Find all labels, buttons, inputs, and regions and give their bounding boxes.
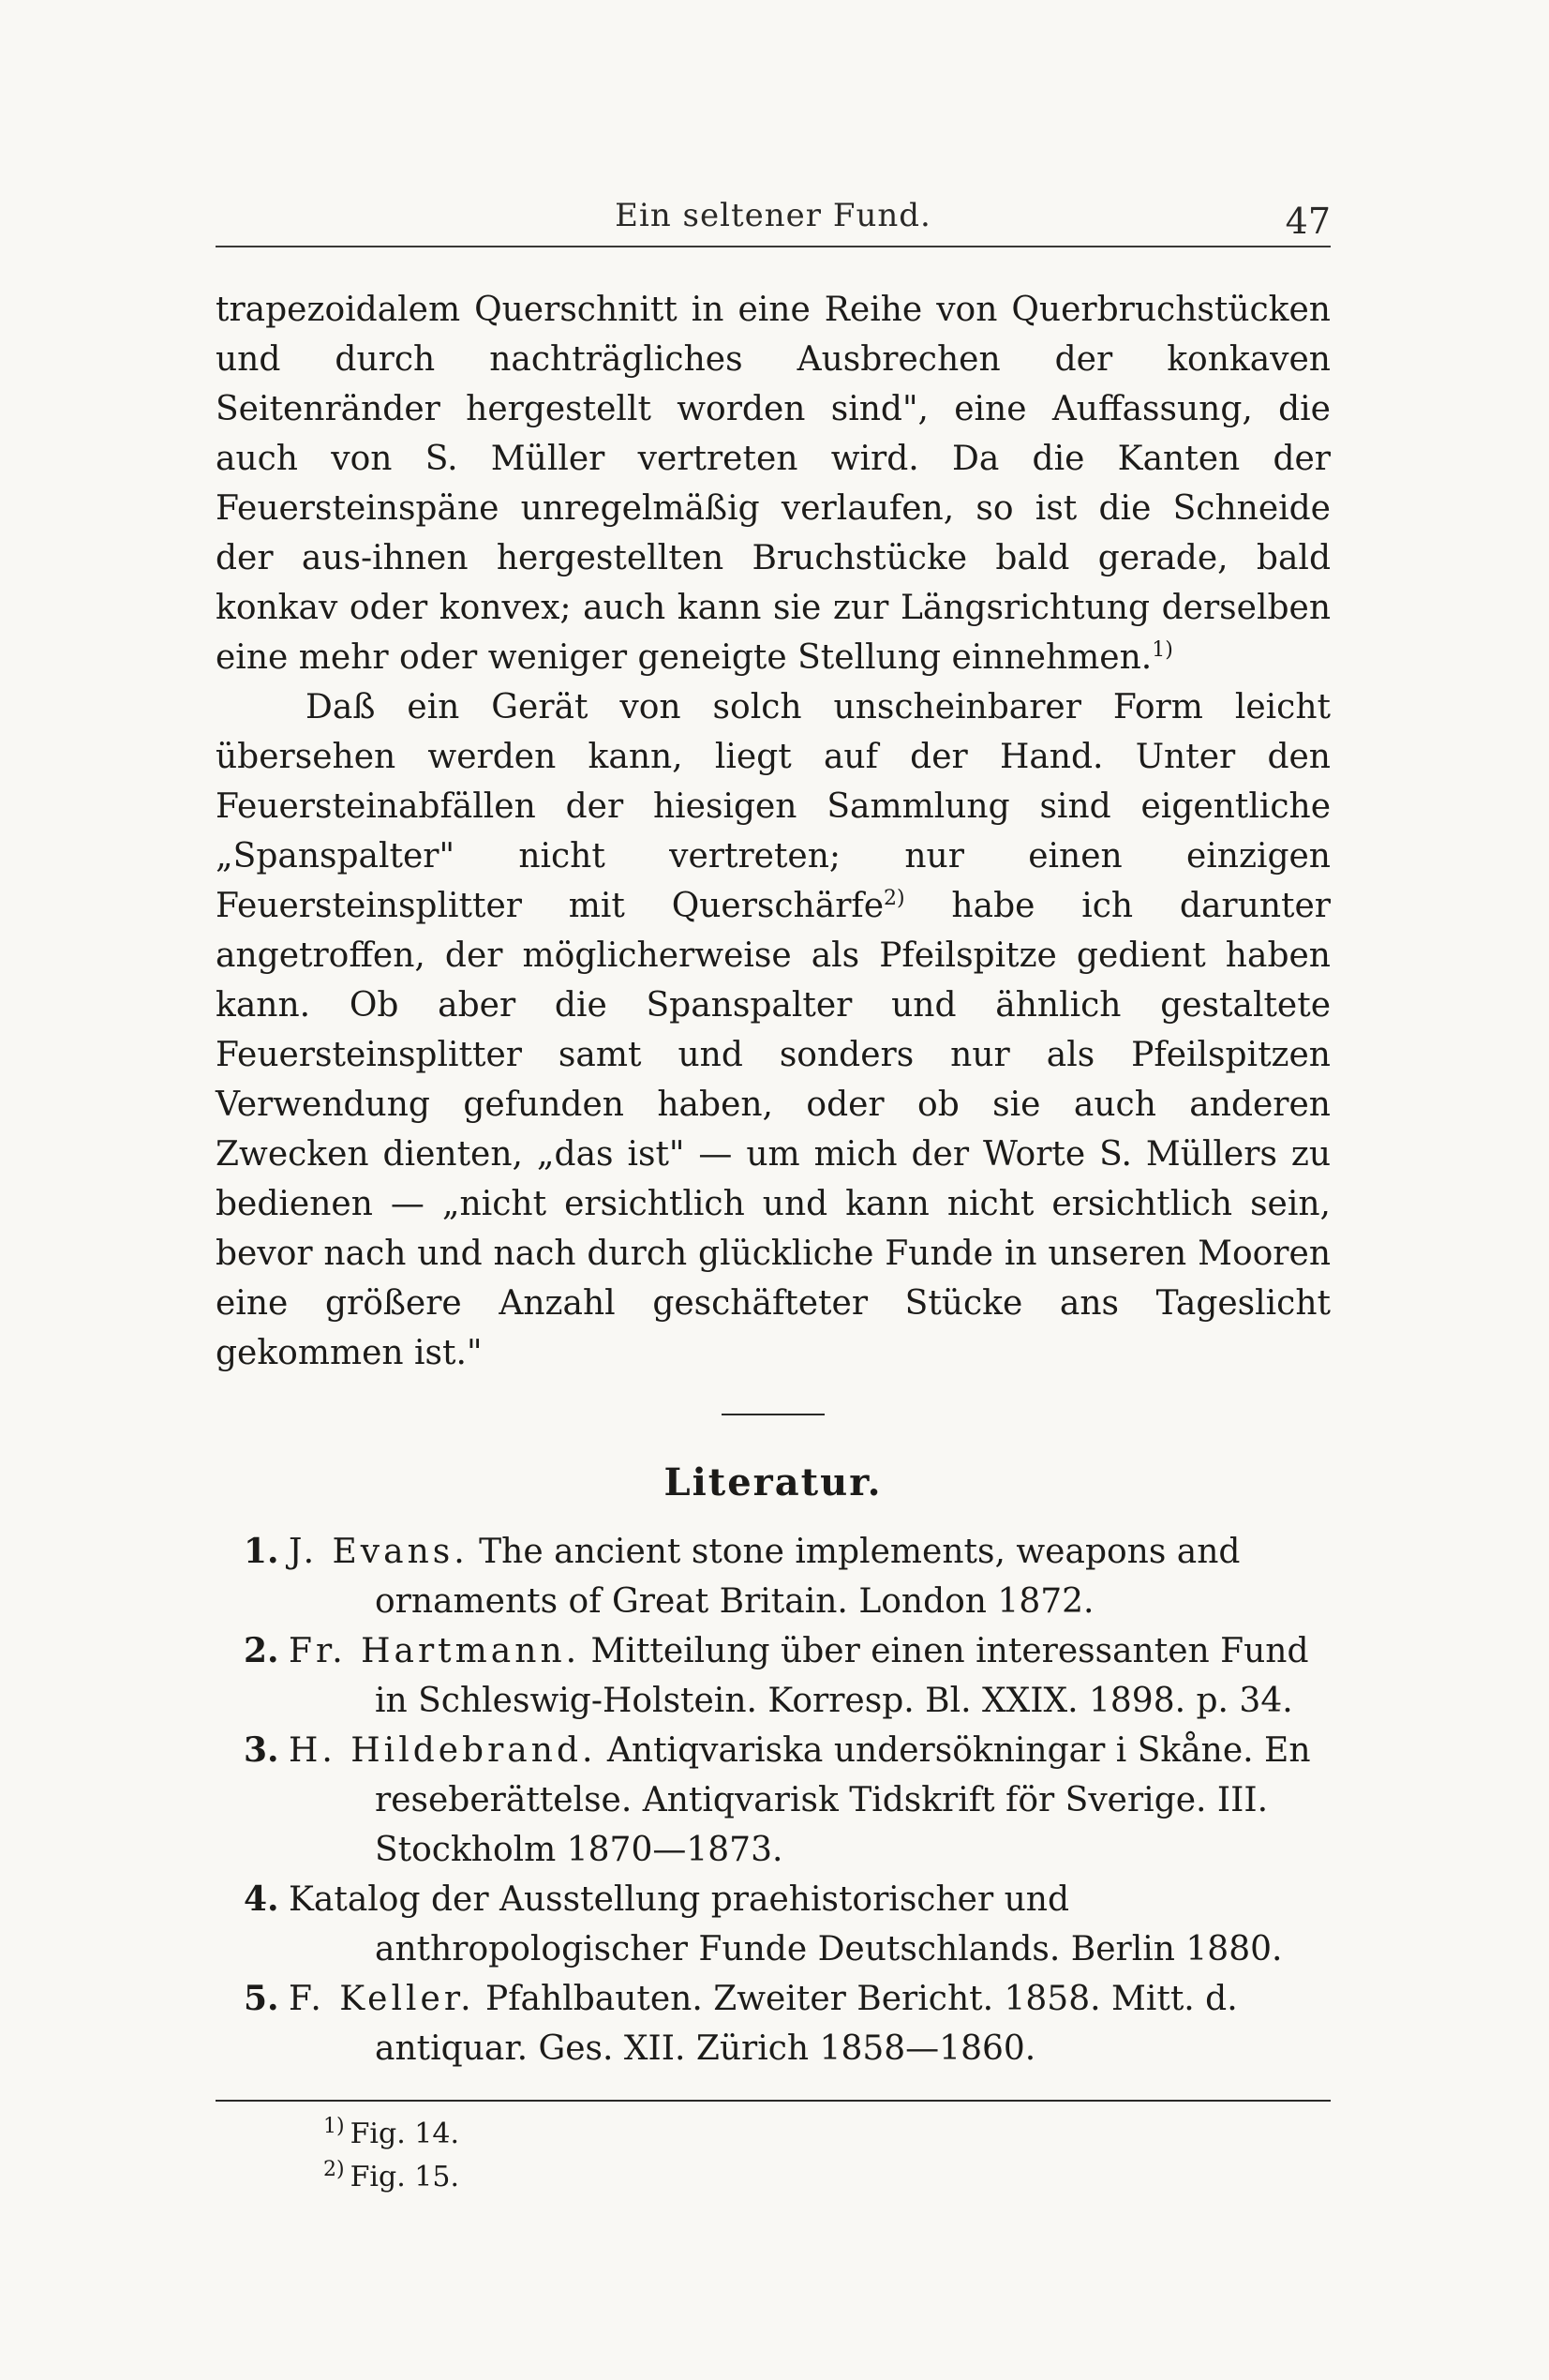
literature-item-title: Katalog der Ausstellung praehistorischer und anthropologischer Funde Deutschlands. Berlin 1880. (289, 1880, 1283, 1968)
paragraph-2-text-b: habe ich darunter angetroffen, der möglicherweise als Pfeilspitze gedient haben kann. Ob aber die Spanspalter und ähnlich gestaltete Feuersteinsplitter samt und sonders nur als Pfeilspitzen Verwendung gefunden haben, oder ob sie auch anderen Zwecken dienten, „das ist" — um mich der Worte S. Müllers zu bedienen — „nicht ersichtlich und kann nicht ersichtlich sein, bevor nach und nach durch glückliche Funde in unseren Mooren eine größere Anzahl geschäfteter Stücke ans Tageslicht gekommen ist." (216, 887, 1331, 1372)
footnotes (216, 2113, 1331, 2199)
footnote-1 (323, 2113, 1331, 2156)
literature-item-number: 3. (244, 1730, 279, 1770)
footnote-ref-1: 1) (1152, 638, 1173, 662)
literature-item-text (289, 1626, 1331, 1726)
literature-item (216, 1726, 1331, 1875)
page (216, 187, 1331, 2199)
literature-item (216, 1875, 1331, 1974)
literature-item-text (289, 1726, 1331, 1875)
literature-item (216, 1626, 1331, 1726)
footnote-2 (323, 2156, 1331, 2199)
paragraph-1 (216, 285, 1331, 682)
footnote-mark: 2) (323, 2158, 345, 2181)
footnote-ref-2: 2) (884, 887, 905, 910)
footnote-text: Fig. 14. (350, 2118, 459, 2150)
literature-item-number: 1. (244, 1532, 279, 1571)
paragraph-2-text-a: Daß ein Gerät von solch unscheinbarer Form leicht übersehen werden kann, liegt auf der Hand. Unter den Feuersteinabfällen der hiesigen Sammlung sind eigentliche „Spanspalter" nicht vertreten; nur einen einzigen Feuersteinsplitter mit Querschärfe (216, 688, 1331, 925)
header-rule (216, 246, 1331, 247)
literature-item-title: The ancient stone implements, weapons and ornaments of Great Britain. London 1872. (375, 1533, 1241, 1621)
literature-item-title: Antiqvariska undersökningar i Skåne. En reseberättelse. Antiqvarisk Tidskrift för Sverige. III. Stockholm 1870—1873. (375, 1731, 1311, 1869)
paragraph-1-text: trapezoidalem Querschnitt in eine Reihe von Querbruchstücken und durch nachträgliches Ausbrechen der konkaven Seitenränder hergestellt worden sind", eine Auffassung, die auch von S. Müller vertreten wird. Da die Kanten der Feuersteinspäne unregelmäßig verlaufen, so ist die Schneide der aus-ihnen hergestellten Bruchstücke bald gerade, bald konkav oder konvex; auch kann sie zur Längsrichtung derselben eine mehr oder weniger geneigte Stellung einnehmen. (216, 291, 1331, 677)
running-head (216, 187, 1331, 244)
literature-item (216, 1974, 1331, 2073)
literature-item-author: Fr. Hartmann. (289, 1632, 581, 1670)
footnote-rule (216, 2100, 1331, 2102)
paragraph-2 (216, 682, 1331, 1378)
body-text (216, 285, 1331, 1378)
literature-list (216, 1527, 1331, 2073)
literature-item-title: Pfahlbauten. Zweiter Bericht. 1858. Mitt. d. antiquar. Ges. XII. Zürich 1858—1860. (375, 1980, 1238, 2068)
literature-item-number: 5. (244, 1979, 279, 2018)
footnote-text: Fig. 15. (350, 2161, 459, 2193)
page-number: 47 (1285, 201, 1331, 242)
literature-item-title: Mitteilung über einen interessanten Fund in Schleswig-Holstein. Korresp. Bl. XXIX. 1898. p. 34. (375, 1632, 1309, 1720)
literature-item-number: 2. (244, 1631, 279, 1670)
footnote-mark: 1) (323, 2115, 345, 2138)
literature-item-author: J. Evans. (289, 1533, 469, 1571)
literature-item-text (289, 1875, 1331, 1974)
running-title: Ein seltener Fund. (615, 197, 931, 234)
literature-item-number: 4. (244, 1879, 279, 1919)
literature-item-author: H. Hildebrand. (289, 1731, 597, 1770)
literature-item (216, 1527, 1331, 1626)
literature-item-text (289, 1527, 1331, 1626)
literature-heading: Literatur. (663, 1460, 883, 1504)
literature-item-author: F. Keller. (289, 1980, 475, 2018)
section-divider (722, 1414, 825, 1415)
literature-item-text (289, 1974, 1331, 2073)
